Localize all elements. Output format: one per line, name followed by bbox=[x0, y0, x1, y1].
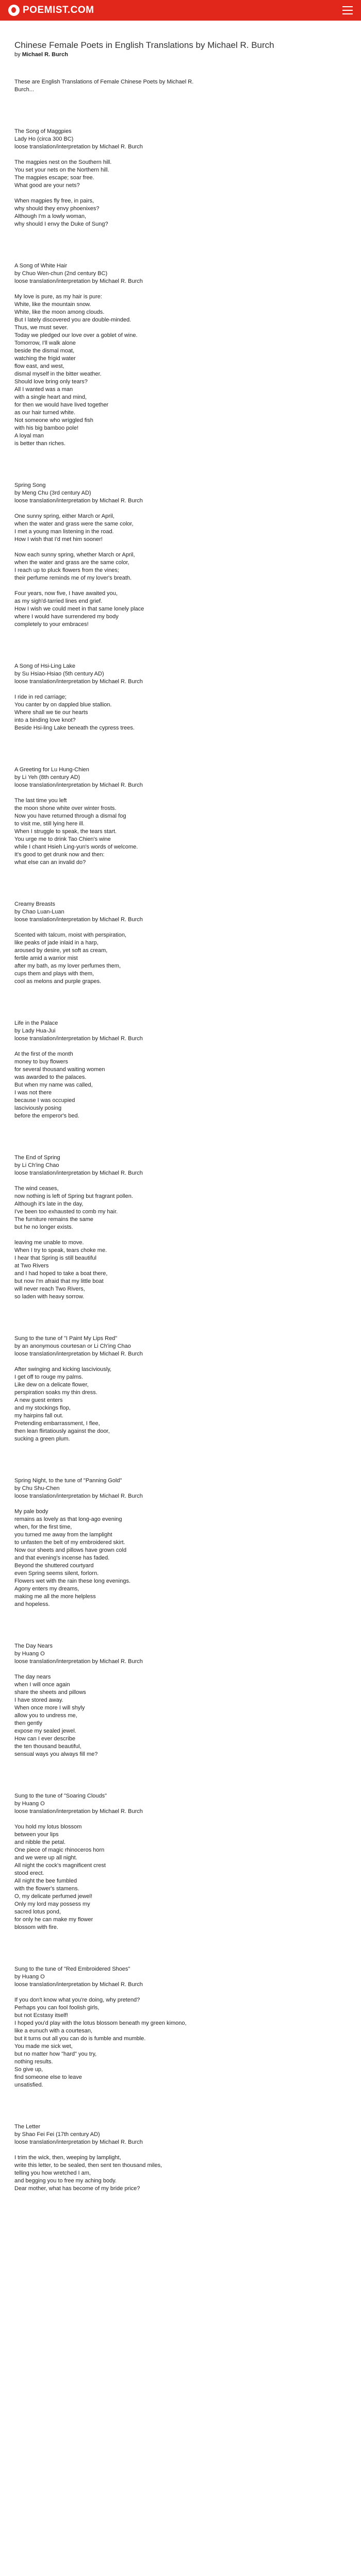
poem-line: into a binding love knot? bbox=[14, 717, 76, 723]
poem-line: find someone else to leave bbox=[14, 2074, 82, 2080]
poem-author: by Chuo Wen-chun (2nd century BC) bbox=[14, 270, 108, 277]
poem-line: One sunny spring, either March or April, bbox=[14, 513, 114, 519]
poem-line: Although I'm a lowly woman, bbox=[14, 213, 87, 219]
stanza bbox=[14, 159, 344, 190]
poem-line: Dear mother, what has become of my bride price? bbox=[14, 2185, 140, 2192]
poem-line: even Spring seems silent, forlorn. bbox=[14, 1570, 99, 1577]
byline-prefix: by bbox=[14, 52, 21, 58]
poem-line: Now each sunny spring, whether March or April, bbox=[14, 552, 135, 558]
poem-line: cool as melons and purple grapes. bbox=[14, 978, 102, 985]
poem-line: when the water and grass were the same color, bbox=[14, 521, 134, 527]
poem-author: by Shao Fei Fei (17th century AD) bbox=[14, 2131, 100, 2138]
poem-line: My pale body bbox=[14, 1509, 48, 1515]
stanza bbox=[14, 513, 344, 544]
poem-line: as our hair turned white. bbox=[14, 410, 76, 416]
poem-line: will never reach Two Rivers, bbox=[14, 1286, 85, 1292]
poem-line: Today we pledged our love over a goblet of wine. bbox=[14, 332, 138, 338]
stanza bbox=[14, 2154, 344, 2193]
stanza bbox=[14, 197, 344, 228]
poem-line: their perfume reminds me of my lover's breath. bbox=[14, 575, 132, 581]
poem-line: when the water and grass are the same color, bbox=[14, 560, 129, 566]
poem-title: A Song of White Hair bbox=[14, 263, 68, 269]
poem-line: Now our sheets and pillows have grown cold bbox=[14, 1547, 127, 1553]
translation-note: loose translation/interpretation by Michael R. Burch bbox=[14, 782, 143, 788]
stanza bbox=[14, 590, 344, 629]
poem-line: After swinging and kicking lasciviously, bbox=[14, 1366, 112, 1372]
poem-line: My love is pure, as my hair is pure: bbox=[14, 294, 102, 300]
poem-line: money to buy flowers bbox=[14, 1059, 68, 1065]
poem-line: A new guest enters bbox=[14, 1397, 63, 1403]
poem-line: You hold my lotus blossom bbox=[14, 1824, 82, 1830]
poem-line: then gently bbox=[14, 1720, 42, 1726]
poem-line: telling you how wretched I am, bbox=[14, 2170, 91, 2176]
poem-line: but no matter how "hard" you try, bbox=[14, 2051, 97, 2057]
page-title: Chinese Female Poets in English Translations by Michael R. Burch bbox=[14, 40, 274, 50]
poem-line: but it turns out all you can do is fumble and mumble. bbox=[14, 2036, 146, 2042]
poem-line: When I try to speak, tears choke me. bbox=[14, 1247, 107, 1253]
poem-block bbox=[14, 482, 344, 629]
poem-line: Agony enters my dreams, bbox=[14, 1586, 79, 1592]
poem-line: watching the frigid water bbox=[14, 355, 76, 362]
poem-line: A loyal man bbox=[14, 433, 44, 439]
poem-block bbox=[14, 766, 344, 867]
poem-line: was awarded to the palaces. bbox=[14, 1074, 87, 1080]
poem-line: because I was occupied bbox=[14, 1097, 75, 1104]
poem-line: When magpies fly free, in pairs, bbox=[14, 198, 94, 204]
poem-block bbox=[14, 1335, 344, 1443]
poem-line: but now I'm afraid that my little boat bbox=[14, 1278, 104, 1284]
poem-line: and begging you to free my aching body. bbox=[14, 2178, 117, 2184]
poem-line: sacred lotus pond, bbox=[14, 1909, 61, 1915]
poem-line: Where shall we tie our hearts bbox=[14, 709, 88, 716]
poem-title: The Day Nears bbox=[14, 1643, 53, 1649]
poem-line: the moon shone white over winter frosts. bbox=[14, 805, 117, 811]
poem-line: share the sheets and pillows bbox=[14, 1689, 86, 1696]
poem-line: remains as lovely as that long-ago evening bbox=[14, 1516, 122, 1522]
poem-line: between your lips bbox=[14, 1832, 59, 1838]
poem-block bbox=[14, 2123, 344, 2193]
poem-line: blossom with fire. bbox=[14, 1924, 58, 1930]
poem-line: Only my lord may possess my bbox=[14, 1901, 90, 1907]
poem-line: Perhaps you can fool foolish girls, bbox=[14, 2005, 100, 2011]
poem-line: Beside Hsi-ling Lake beneath the cypress trees. bbox=[14, 725, 135, 731]
poem-line: leaving me unable to move. bbox=[14, 1240, 84, 1246]
poem-line: aroused by desire, yet soft as cream, bbox=[14, 947, 108, 954]
poem-title: Creamy Breasts bbox=[14, 901, 55, 907]
stanza bbox=[14, 693, 344, 732]
poem-line: At the first of the month bbox=[14, 1051, 73, 1057]
poem-line: where I would have surrendered my body bbox=[14, 614, 119, 620]
poem-line: I hear that Spring is still beautiful bbox=[14, 1255, 96, 1261]
translation-note: loose translation/interpretation by Michael R. Burch bbox=[14, 1493, 143, 1499]
poem-line: lasciviously posing bbox=[14, 1105, 62, 1111]
poem-line: I reach up to pluck flowers from the vines; bbox=[14, 567, 119, 573]
poem-line: All I wanted was a man bbox=[14, 386, 73, 393]
poem-line: You urge me to drink Tao Chien's wine bbox=[14, 836, 111, 842]
poem-title: Sung to the tune of "Red Embroidered Shoes" bbox=[14, 1966, 130, 1972]
poem-line: I've been too exhausted to comb my hair. bbox=[14, 1209, 118, 1215]
poem-line: with the flower's stamens. bbox=[14, 1886, 79, 1892]
poem-author: by Su Hsiao-Hsiao (5th century AD) bbox=[14, 671, 104, 677]
poem-line: I get off to rouge my palms. bbox=[14, 1374, 84, 1380]
byline bbox=[14, 51, 344, 59]
translation-note: loose translation/interpretation by Michael R. Burch bbox=[14, 1036, 143, 1042]
logo-text: POEMIST.COM bbox=[23, 5, 94, 15]
poem-line: Pretending embarrassment, I flee, bbox=[14, 1420, 100, 1427]
poem-author: Lady Ho (circa 300 BC) bbox=[14, 136, 74, 142]
poem-line: and my stockings flop, bbox=[14, 1405, 71, 1411]
stanza bbox=[14, 1673, 344, 1758]
poem-line: I ride in red carriage; bbox=[14, 694, 67, 700]
translation-note: loose translation/interpretation by Michael R. Burch bbox=[14, 1658, 143, 1665]
translation-note: loose translation/interpretation by Michael R. Burch bbox=[14, 1351, 143, 1357]
poem-line: The last time you left bbox=[14, 798, 67, 804]
poem-line: If you don't know what you're doing, why pretend? bbox=[14, 1997, 140, 2003]
poem-line: Although it's late in the day, bbox=[14, 1201, 84, 1207]
poem-line: You canter by on dappled blue stallion. bbox=[14, 702, 112, 708]
poem-line: White, like the mountain snow. bbox=[14, 301, 91, 308]
translation-note: loose translation/interpretation by Michael R. Burch bbox=[14, 1981, 143, 1988]
poem-author: by Huang O bbox=[14, 1974, 45, 1980]
poem-line: stood erect. bbox=[14, 1870, 44, 1876]
poem-line: I was not there bbox=[14, 1090, 52, 1096]
poem-line: write this letter, to be sealed, then sent ten thousand miles, bbox=[14, 2162, 162, 2168]
poem-line: But I lately discovered you are double-minded. bbox=[14, 317, 132, 323]
translation-note: loose translation/interpretation by Michael R. Burch bbox=[14, 278, 143, 284]
poem-line: for then we would have lived together bbox=[14, 402, 109, 408]
translation-note: loose translation/interpretation by Michael R. Burch bbox=[14, 917, 143, 923]
poem-line: Should love bring only tears? bbox=[14, 379, 88, 385]
poem-line: The furniture remains the same bbox=[14, 1216, 93, 1223]
poem-line: But when my name was called, bbox=[14, 1082, 93, 1088]
stanza bbox=[14, 551, 344, 582]
poem-title: A Song of Hsi-Ling Lake bbox=[14, 663, 76, 669]
stanza bbox=[14, 293, 344, 448]
poem-line: So give up, bbox=[14, 2066, 43, 2073]
poem-line: sensual ways you always fill me? bbox=[14, 1751, 98, 1757]
poem-line: making me all the more helpless bbox=[14, 1594, 96, 1600]
poem-block bbox=[14, 1792, 344, 1931]
poem-line: The magpies nest on the Southern hill. bbox=[14, 159, 112, 165]
poem-title: Life in the Palace bbox=[14, 1020, 58, 1026]
translation-note: loose translation/interpretation by Michael R. Burch bbox=[14, 2139, 143, 2145]
poem-line: while I chant Hsieh Ling-yun's words of welcome. bbox=[14, 844, 138, 850]
poem-line: All night the bee fumbled bbox=[14, 1878, 77, 1884]
poem-line: Tomorrow, I'll walk alone bbox=[14, 340, 76, 346]
poem-title: The End of Spring bbox=[14, 1155, 60, 1161]
author-name[interactable]: Michael R. Burch bbox=[22, 52, 68, 58]
poem-line: before the emperor's bed. bbox=[14, 1113, 79, 1119]
poem-list bbox=[14, 128, 344, 2193]
translation-note: loose translation/interpretation by Michael R. Burch bbox=[14, 1808, 143, 1815]
poem-line: then lean flirtatiously against the door, bbox=[14, 1428, 110, 1434]
poem-line: you turned me away from the lamplight bbox=[14, 1532, 112, 1538]
poem-block bbox=[14, 262, 344, 448]
hamburger-menu-icon[interactable] bbox=[342, 6, 353, 14]
poem-line: expose my sealed jewel. bbox=[14, 1728, 76, 1734]
poem-line: All night the cock's magnificent crest bbox=[14, 1862, 106, 1869]
poem-block bbox=[14, 663, 344, 732]
stanza bbox=[14, 1239, 344, 1301]
poem-line: with a single heart and mind, bbox=[14, 394, 87, 400]
poem-title: The Letter bbox=[14, 2124, 41, 2130]
poem-title: Sung to the tune of "I Paint My Lips Red" bbox=[14, 1335, 118, 1342]
poem-line: Now you have returned through a dismal fog bbox=[14, 813, 126, 819]
poem-line: White, like the moon among clouds. bbox=[14, 309, 105, 315]
poemist-logo-icon bbox=[8, 5, 20, 16]
poem-line: why should I envy the Duke of Sung? bbox=[14, 221, 108, 227]
poem-line: When I struggle to speak, the tears start. bbox=[14, 828, 117, 835]
poem-author: by Chao Luan-Luan bbox=[14, 909, 64, 915]
poem-line: why should they envy phoenixes? bbox=[14, 206, 100, 212]
poem-title: The Song of Maggpies bbox=[14, 128, 72, 134]
poem-line: to visit me, still lying here ill. bbox=[14, 821, 85, 827]
poem-line: The magpies escape; soar free. bbox=[14, 175, 94, 181]
poem-line: for several thousand waiting women bbox=[14, 1066, 105, 1073]
poem-author: by Li Yeh (8th century AD) bbox=[14, 774, 80, 781]
poem-line: and hopeless. bbox=[14, 1601, 50, 1607]
poem-line: to unfasten the belt of my embroidered skirt. bbox=[14, 1539, 125, 1546]
poem-line: How I wish we could meet in that same lonely place bbox=[14, 606, 144, 612]
article bbox=[14, 40, 344, 2576]
poem-author: by Meng Chu (3rd century AD) bbox=[14, 490, 91, 496]
poem-line: but he no longer exists. bbox=[14, 1224, 73, 1230]
stanza bbox=[14, 931, 344, 986]
poem-line: The wind ceases, bbox=[14, 1185, 59, 1192]
poem-line: unsatisfied. bbox=[14, 2082, 43, 2088]
poem-line: now nothing is left of Spring but fragrant pollen. bbox=[14, 1193, 133, 1199]
poem-line: as my sigh'd-tarried lines end grief. bbox=[14, 598, 103, 604]
poem-author: by Huang O bbox=[14, 1801, 45, 1807]
poem-line: O, my delicate perfumed jewel! bbox=[14, 1893, 93, 1900]
poem-author: by Li Ch'ing Chao bbox=[14, 1162, 59, 1168]
poem-line: You made me sick wet, bbox=[14, 2043, 73, 2049]
stanza bbox=[14, 1185, 344, 1231]
poem-line: The day nears bbox=[14, 1674, 51, 1680]
poem-title: Sung to the tune of "Soaring Clouds" bbox=[14, 1793, 107, 1799]
poem-line: cups them and plays with them, bbox=[14, 971, 94, 977]
poem-line: and that evening's incense has faded. bbox=[14, 1555, 110, 1561]
poem-line: like peaks of jade inlaid in a harp, bbox=[14, 940, 99, 946]
poem-line: flow east, and west, bbox=[14, 363, 64, 369]
poem-line: Beyond the shuttered courtyard bbox=[14, 1563, 94, 1569]
site-logo[interactable] bbox=[8, 5, 94, 16]
poem-line: Not someone who wriggled fish bbox=[14, 417, 93, 423]
poem-line: like a eunuch with a courtesan, bbox=[14, 2028, 93, 2034]
poem-line: with his big bamboo pole! bbox=[14, 425, 79, 431]
translation-note: loose translation/interpretation by Michael R. Burch bbox=[14, 498, 143, 504]
poem-line: what else can an invalid do? bbox=[14, 859, 86, 866]
poem-line: It's good to get drunk now and then: bbox=[14, 852, 105, 858]
poem-title: Spring Night, to the tune of "Panning Gold" bbox=[14, 1478, 122, 1484]
poem-line: Four years, now five, I have awaited you, bbox=[14, 590, 118, 597]
poem-line: dismal myself in the bitter weather. bbox=[14, 371, 102, 377]
poem-author: by an anonymous courtesan or Li Ch'ing Chao bbox=[14, 1343, 131, 1349]
poem-line: You set your nets on the Northern hill. bbox=[14, 167, 109, 173]
poem-line: When once more I will shyly bbox=[14, 1705, 85, 1711]
poem-line: but not Ecstasy itself! bbox=[14, 2012, 68, 2019]
poem-line: One piece of magic rhinoceros horn bbox=[14, 1847, 105, 1853]
poem-line: sucking a green plum. bbox=[14, 1436, 70, 1442]
poem-line: I hoped you'd play with the lotus blossom beneath my green kimono, bbox=[14, 2020, 187, 2026]
poem-line: and I had hoped to take a boat there, bbox=[14, 1270, 108, 1277]
intro-text: These are English Translations of Female Chinese Poets by Michael R. Burch... bbox=[14, 79, 194, 93]
poem-block bbox=[14, 1154, 344, 1301]
stanza bbox=[14, 1823, 344, 1931]
poem-line: I trim the wick, then, weeping by lamplight, bbox=[14, 2155, 121, 2161]
poem-line: I met a young man listening in the road. bbox=[14, 529, 114, 535]
poem-line: perspiration soaks my thin dress. bbox=[14, 1389, 97, 1396]
poem-line: Flowers wet with the rain these long evenings. bbox=[14, 1578, 131, 1584]
stanza bbox=[14, 1366, 344, 1443]
poem-line: completely to your embraces! bbox=[14, 621, 89, 628]
poem-line: allow you to undress me, bbox=[14, 1713, 77, 1719]
poem-author: by Lady Hua-Jui bbox=[14, 1028, 56, 1034]
top-nav-bar bbox=[0, 0, 361, 21]
poem-line: beside the dismal moat, bbox=[14, 348, 75, 354]
poem-line: How I wish that I'd met him sooner! bbox=[14, 536, 103, 543]
stanza bbox=[14, 1996, 344, 2089]
poem-block bbox=[14, 1477, 344, 1608]
stanza bbox=[14, 1508, 344, 1608]
poem-block bbox=[14, 901, 344, 986]
poem-block bbox=[14, 1642, 344, 1758]
poem-line: when, for the first time, bbox=[14, 1524, 72, 1530]
stanza bbox=[14, 1050, 344, 1120]
poem-line: at Two Rivers bbox=[14, 1263, 49, 1269]
poem-block bbox=[14, 1965, 344, 2089]
translation-note: loose translation/interpretation by Michael R. Burch bbox=[14, 144, 143, 150]
poem-line: How can I ever describe bbox=[14, 1736, 75, 1742]
poem-line: Like dew on a delicate flower, bbox=[14, 1382, 89, 1388]
poem-line: nothing results. bbox=[14, 2059, 53, 2065]
poem-block bbox=[14, 128, 344, 228]
stanza bbox=[14, 797, 344, 867]
poem-line: so laden with heavy sorrow. bbox=[14, 1294, 85, 1300]
poem-line: Scented with talcum, moist with perspiration, bbox=[14, 932, 127, 938]
poem-author: by Huang O bbox=[14, 1651, 45, 1657]
poem-line: and nibble the petal. bbox=[14, 1839, 66, 1845]
poem-line: for only he can make my flower bbox=[14, 1917, 93, 1923]
poem-line: is better than riches. bbox=[14, 440, 66, 447]
translation-note: loose translation/interpretation by Michael R. Burch bbox=[14, 679, 143, 685]
poem-block bbox=[14, 1020, 344, 1120]
poem-title: Spring Song bbox=[14, 482, 46, 488]
poem-line: and we were up all night. bbox=[14, 1855, 77, 1861]
poem-line: the ten thousand beautiful, bbox=[14, 1743, 81, 1750]
poem-line: Thus, we must sever. bbox=[14, 325, 68, 331]
poem-line: I have stored away. bbox=[14, 1697, 63, 1703]
poem-line: What good are your nets? bbox=[14, 182, 80, 189]
poem-line: when I will once again bbox=[14, 1682, 70, 1688]
poem-line: fertile amid a warrior mist bbox=[14, 955, 78, 961]
poem-author: by Chu Shu-Chen bbox=[14, 1485, 60, 1492]
poem-line: my hairpins fall out. bbox=[14, 1413, 63, 1419]
poem-line: after my bath, as my lover perfumes them, bbox=[14, 963, 121, 969]
poem-title: A Greeting for Lu Hung-Chien bbox=[14, 767, 89, 773]
translation-note: loose translation/interpretation by Michael R. Burch bbox=[14, 1170, 143, 1176]
